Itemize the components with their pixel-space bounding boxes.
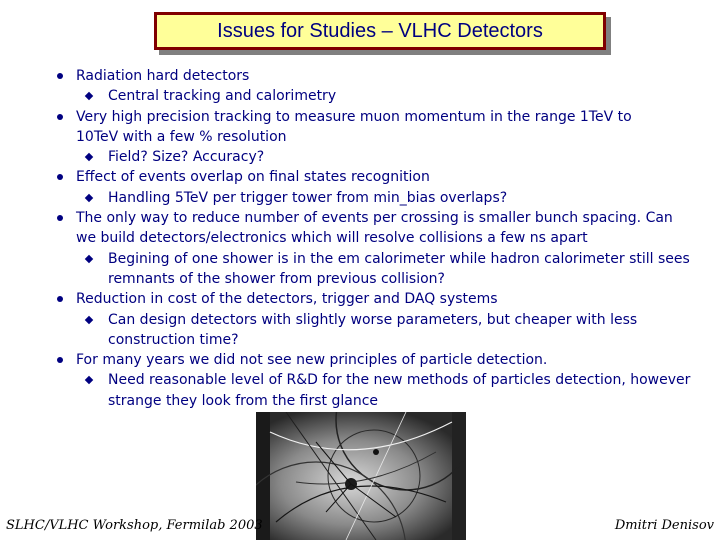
diamond-bullet-icon <box>85 315 93 323</box>
bullet-item <box>0 66 636 86</box>
footer-left: SLHC/VLHC Workshop, Fermilab 2003 <box>6 518 263 533</box>
bullet-dot-icon <box>57 296 63 302</box>
diamond-bullet-icon <box>85 376 93 384</box>
bullet-text: The only way to reduce number of events per crossing is smaller bunch spacing. Can we build detectors/electronics which will resolve collisions a few ns apart <box>76 210 673 247</box>
bullet-text: Radiation hard detectors <box>76 68 250 84</box>
bullet-list <box>0 66 720 411</box>
sub-bullet-text: Need reasonable level of R&D for the new methods of particles detection, however strange they look from the first glance <box>108 372 691 409</box>
diamond-bullet-icon <box>85 153 93 161</box>
bullet-dot-icon <box>57 357 63 363</box>
diamond-bullet-icon <box>85 254 93 262</box>
bullet-dot-icon <box>57 114 63 120</box>
bullet-text: Reduction in cost of the detectors, trigger and DAQ systems <box>76 291 498 308</box>
bullet-item <box>0 107 666 148</box>
footer-right: Dmitri Denisov <box>614 518 714 533</box>
bullet-item <box>0 208 686 249</box>
bullet-text: Effect of events overlap on final states recognition <box>76 169 430 186</box>
bullet-text: For many years we did not see new principles of particle detection. <box>76 352 548 369</box>
bullet-item <box>0 167 676 187</box>
sub-bullet-text: Handling 5TeV per trigger tower from min_bias overlaps? <box>108 189 508 206</box>
diamond-bullet-icon <box>85 194 93 202</box>
sub-bullet-item <box>0 86 720 106</box>
sub-bullet-text: Begining of one shower is in the em calorimeter while hadron calorimeter still sees remnants of the shower from previous collision? <box>108 250 690 287</box>
bullet-dot-icon <box>57 215 63 221</box>
sub-bullet-text: Field? Size? Accuracy? <box>108 149 265 166</box>
sub-bullet-text: Central tracking and calorimetry <box>108 88 337 105</box>
sub-bullet-item <box>0 370 720 411</box>
diamond-bullet-icon <box>85 92 93 100</box>
bullet-dot-icon <box>57 73 63 79</box>
sub-bullet-item <box>0 147 720 167</box>
bullet-text: Very high precision tracking to measure muon momentum in the range 1TeV to 10TeV with a few % resolution <box>76 108 632 145</box>
sub-bullet-item <box>0 188 720 208</box>
slide-title: Issues for Studies – VLHC Detectors <box>154 12 606 50</box>
bubble-chamber-photo <box>256 412 466 540</box>
sub-bullet-text: Can design detectors with slightly worse parameters, but cheaper with less construction time? <box>108 311 638 348</box>
bullet-item <box>0 289 676 309</box>
sub-bullet-item <box>0 249 720 290</box>
sub-bullet-item <box>0 310 720 351</box>
bullet-item <box>0 350 676 370</box>
particle-tracks-image <box>256 412 466 540</box>
bullet-dot-icon <box>57 174 63 180</box>
